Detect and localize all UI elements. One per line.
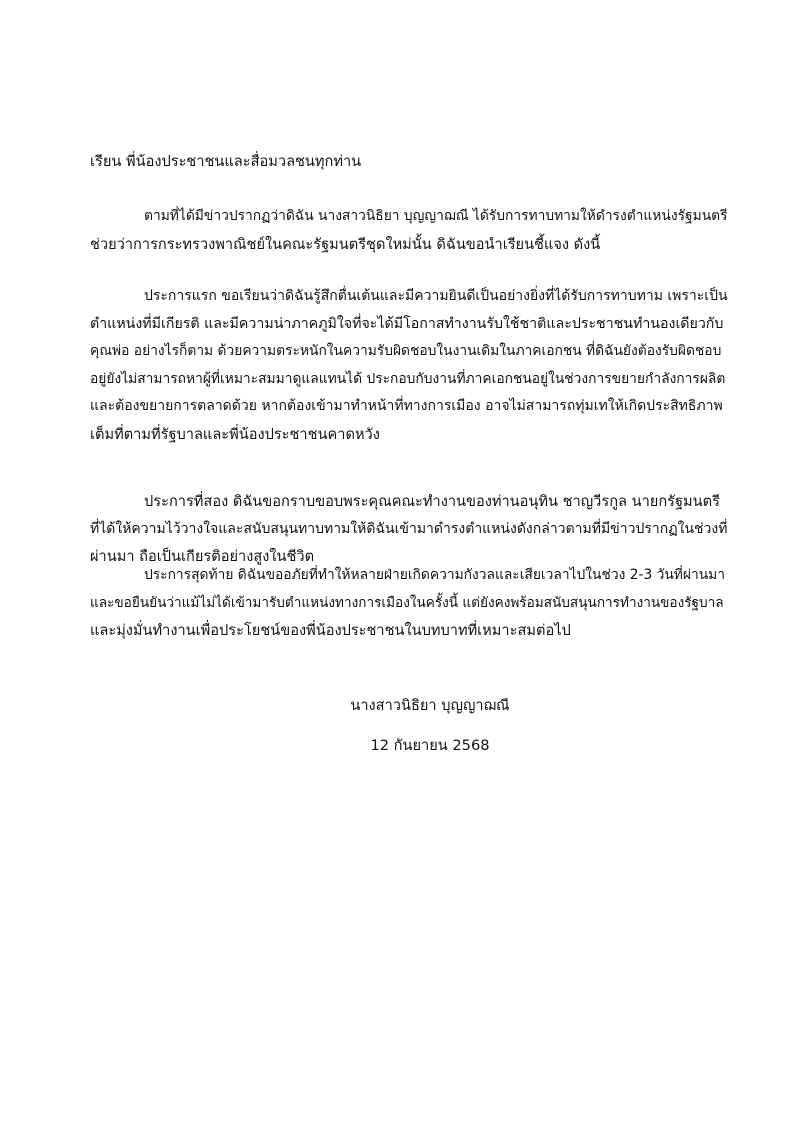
salutation: เรียน พี่น้องประชาชนและสื่อมวลชนทุกท่าน: [90, 153, 362, 170]
paragraph-line: อยู่ยังไม่สามารถหาผู้ที่เหมาะสมมาดูแลแทนได้ ประกอบกับงานที่ภาคเอกชนอยู่ในช่วงการขยายกำลังการผลิต: [90, 370, 726, 387]
paragraph-line: และต้องขยายการตลาดด้วย หากต้องเข้ามาทำหน้าที่ทางการเมือง อาจไม่สามารถทุ่มเทให้เกิดประสิทธิภาพ: [90, 398, 723, 414]
paragraph-announcement: [90, 203, 730, 258]
paragraph-line: ช่วยว่าการกระทรวงพาณิชย์ในคณะรัฐมนตรีชุดใหม่นั้น ดิฉันขอนำเรียนชี้แจง ดังนี้: [90, 235, 601, 253]
signature-name: นางสาวนิธิยา บุญญาฌณี: [350, 697, 510, 714]
paragraph-line: ที่ได้ให้ความไว้วางใจและสนับสนุนทาบทามให้ดิฉันเข้ามาดำรงตำแหน่งดังกล่าวตามที่มีข่าวปรากฏในช่วงที่: [90, 520, 728, 537]
paragraph-final-point: [90, 562, 730, 645]
paragraph-line: เต็มที่ตามที่รัฐบาลและพี่น้องประชาชนคาดหวัง: [90, 425, 380, 443]
paragraph-first-point: [90, 283, 730, 448]
paragraph-line: และมุ่งมั่นทำงานเพื่อประโยชน์ของพี่น้องประชาชนในบทบาทที่เหมาะสมต่อไป: [90, 622, 571, 639]
paragraph-line: คุณพ่อ อย่างไรก็ตาม ด้วยความตระหนักในความรับผิดชอบในงานเดิมในภาคเอกชน ที่ดิฉันยังต้องรับผิดชอบ: [90, 343, 722, 359]
paragraph-line: ประการที่สอง ดิฉันขอกราบขอบพระคุณคณะทำงานของท่านอนุทิน ชาญวีรกูล นายกรัฐมนตรี: [144, 493, 720, 510]
paragraph-line: และขอยืนยันว่าแม้ไม่ได้เข้ามารับตำแหน่งทางการเมืองในครั้งนี้ แต่ยังคงพร้อมสนับสนุนการทำงานของรัฐบาล: [90, 594, 724, 611]
paragraph-line: ผ่านมา ถือเป็นเกียรติอย่างสูงในชีวิต: [90, 548, 315, 565]
signature-date: 12 กันยายน 2568: [370, 737, 490, 754]
paragraph-line: ตามที่ได้มีข่าวปรากฏว่าดิฉัน นางสาวนิธิยา บุญญาฌณี ได้รับการทาบทามให้ดำรงตำแหน่งรัฐมนตรี: [144, 208, 728, 224]
paragraph-line: ประการแรก ขอเรียนว่าดิฉันรู้สึกตื่นเต้นและมีความยินดีเป็นอย่างยิ่งที่ได้รับการทาบทาม เพราะเป็น: [144, 288, 728, 304]
paragraph-line: ประการสุดท้าย ดิฉันขออภัยที่ทำให้หลายฝ่ายเกิดความกังวลและเสียเวลาไปในช่วง 2-3 วันที่ผ่านมา: [144, 567, 725, 583]
paragraph-line: ตำแหน่งที่มีเกียรติ และมีความน่าภาคภูมิใจที่จะได้มีโอกาสทำงานรับใช้ชาติและประชาชนทำนองเดียวกับ: [90, 315, 724, 332]
paragraph-second-point: [90, 488, 730, 571]
